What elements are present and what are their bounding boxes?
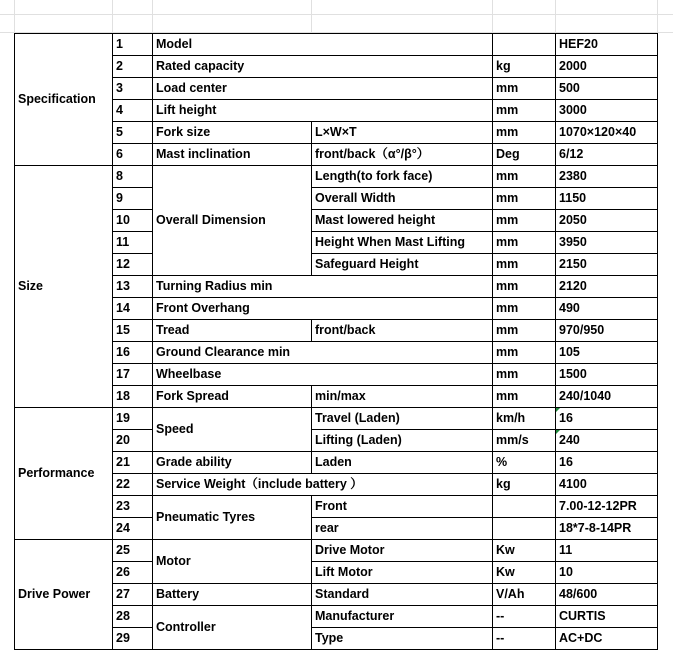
value-cell: 16 (556, 452, 658, 474)
item-cell: Model (153, 34, 493, 56)
item-cell: Pneumatic Tyres (153, 496, 312, 540)
row-number: 12 (113, 254, 153, 276)
gridline (152, 0, 153, 33)
row-number: 24 (113, 518, 153, 540)
unit-cell: kg (493, 56, 556, 78)
subitem-cell: front/back（α°/β°） (312, 144, 493, 166)
unit-cell: mm (493, 100, 556, 122)
value-cell: 105 (556, 342, 658, 364)
subitem-cell: Safeguard Height (312, 254, 493, 276)
unit-cell (493, 496, 556, 518)
spec-table (14, 33, 658, 650)
item-cell: Fork Spread (153, 386, 312, 408)
value-cell: HEF20 (556, 34, 658, 56)
row-number: 5 (113, 122, 153, 144)
row-number: 11 (113, 232, 153, 254)
item-cell: Speed (153, 408, 312, 452)
item-cell: Overall Dimension (153, 166, 312, 276)
row-number: 15 (113, 320, 153, 342)
row-number: 20 (113, 430, 153, 452)
value-cell: 1070×120×40 (556, 122, 658, 144)
value-cell: 2380 (556, 166, 658, 188)
section-performance: Performance (15, 408, 113, 540)
row-number: 17 (113, 364, 153, 386)
value-cell: 2150 (556, 254, 658, 276)
subitem-cell: Type (312, 628, 493, 650)
unit-cell: V/Ah (493, 584, 556, 606)
unit-cell: mm (493, 232, 556, 254)
value-cell: 11 (556, 540, 658, 562)
unit-cell: mm (493, 364, 556, 386)
value-cell: 240/1040 (556, 386, 658, 408)
subitem-cell: Lifting (Laden) (312, 430, 493, 452)
value-cell: 10 (556, 562, 658, 584)
unit-cell: mm (493, 276, 556, 298)
unit-cell: mm (493, 386, 556, 408)
unit-cell: mm (493, 188, 556, 210)
item-cell: Ground Clearance min (153, 342, 493, 364)
value-cell: 970/950 (556, 320, 658, 342)
row-number: 28 (113, 606, 153, 628)
row-number: 13 (113, 276, 153, 298)
item-cell: Mast inclination (153, 144, 312, 166)
value-cell: 7.00-12-12PR (556, 496, 658, 518)
unit-cell: mm (493, 254, 556, 276)
row-number: 8 (113, 166, 153, 188)
row-number: 18 (113, 386, 153, 408)
value-cell: 240 (556, 430, 658, 452)
gridline (311, 0, 312, 33)
value-cell: 2120 (556, 276, 658, 298)
row-number: 22 (113, 474, 153, 496)
row-number: 19 (113, 408, 153, 430)
row-number: 29 (113, 628, 153, 650)
row-number: 4 (113, 100, 153, 122)
item-cell: Battery (153, 584, 312, 606)
unit-cell: kg (493, 474, 556, 496)
row-number: 2 (113, 56, 153, 78)
item-cell: Load center (153, 78, 493, 100)
unit-cell: mm (493, 166, 556, 188)
section-size: Size (15, 166, 113, 408)
unit-cell: mm (493, 122, 556, 144)
row-number: 10 (113, 210, 153, 232)
item-cell: Wheelbase (153, 364, 493, 386)
row-number: 3 (113, 78, 153, 100)
unit-cell: Kw (493, 540, 556, 562)
value-cell: 4100 (556, 474, 658, 496)
row-number: 26 (113, 562, 153, 584)
item-cell: Front Overhang (153, 298, 493, 320)
value-cell: 18*7-8-14PR (556, 518, 658, 540)
unit-cell (493, 34, 556, 56)
item-cell: Tread (153, 320, 312, 342)
item-cell: Fork size (153, 122, 312, 144)
gridline (0, 14, 673, 15)
unit-cell: % (493, 452, 556, 474)
value-cell: 490 (556, 298, 658, 320)
subitem-cell: Length(to fork face) (312, 166, 493, 188)
item-cell: Service Weight（include battery ） (153, 474, 493, 496)
row-number: 25 (113, 540, 153, 562)
item-cell: Lift height (153, 100, 493, 122)
subitem-cell: L×W×T (312, 122, 493, 144)
subitem-cell: rear (312, 518, 493, 540)
subitem-cell: Manufacturer (312, 606, 493, 628)
item-cell: Rated capacity (153, 56, 493, 78)
row-number: 21 (113, 452, 153, 474)
item-cell: Turning Radius min (153, 276, 493, 298)
value-cell: 16 (556, 408, 658, 430)
unit-cell: Kw (493, 562, 556, 584)
unit-cell: mm (493, 342, 556, 364)
unit-cell: -- (493, 628, 556, 650)
value-cell: 2050 (556, 210, 658, 232)
value-cell: 3950 (556, 232, 658, 254)
subitem-cell: Lift Motor (312, 562, 493, 584)
value-cell: 6/12 (556, 144, 658, 166)
gridline (112, 0, 113, 33)
table-row (15, 34, 658, 56)
table-row (15, 166, 658, 188)
cell-comment-marker (556, 408, 560, 412)
section-specification: Specification (15, 34, 113, 166)
value-cell: 500 (556, 78, 658, 100)
row-number: 6 (113, 144, 153, 166)
value-cell: 3000 (556, 100, 658, 122)
gridline (555, 0, 556, 33)
table-row (15, 408, 658, 430)
unit-cell: mm (493, 320, 556, 342)
unit-cell: Deg (493, 144, 556, 166)
unit-cell: mm (493, 78, 556, 100)
row-number: 14 (113, 298, 153, 320)
table-row (15, 540, 658, 562)
value-cell: 48/600 (556, 584, 658, 606)
subitem-cell: Front (312, 496, 493, 518)
item-cell: Grade ability (153, 452, 312, 474)
unit-cell: -- (493, 606, 556, 628)
unit-cell (493, 518, 556, 540)
item-cell: Motor (153, 540, 312, 584)
unit-cell: mm/s (493, 430, 556, 452)
subitem-cell: Overall Width (312, 188, 493, 210)
value-cell: AC+DC (556, 628, 658, 650)
row-number: 1 (113, 34, 153, 56)
section-drive-power: Drive Power (15, 540, 113, 650)
gridline (492, 0, 493, 33)
subitem-cell: Height When Mast Lifting (312, 232, 493, 254)
value-cell: 1500 (556, 364, 658, 386)
gridline (657, 0, 658, 33)
subitem-cell: Drive Motor (312, 540, 493, 562)
unit-cell: mm (493, 210, 556, 232)
subitem-cell: min/max (312, 386, 493, 408)
unit-cell: km/h (493, 408, 556, 430)
row-number: 23 (113, 496, 153, 518)
unit-cell: mm (493, 298, 556, 320)
cell-comment-marker (556, 430, 560, 434)
item-cell: Controller (153, 606, 312, 650)
subitem-cell: Laden (312, 452, 493, 474)
row-number: 27 (113, 584, 153, 606)
value-cell: CURTIS (556, 606, 658, 628)
row-number: 9 (113, 188, 153, 210)
gridline (14, 0, 15, 33)
value-cell: 1150 (556, 188, 658, 210)
row-number: 16 (113, 342, 153, 364)
subitem-cell: Travel (Laden) (312, 408, 493, 430)
subitem-cell: Standard (312, 584, 493, 606)
value-cell: 2000 (556, 56, 658, 78)
subitem-cell: Mast lowered height (312, 210, 493, 232)
subitem-cell: front/back (312, 320, 493, 342)
